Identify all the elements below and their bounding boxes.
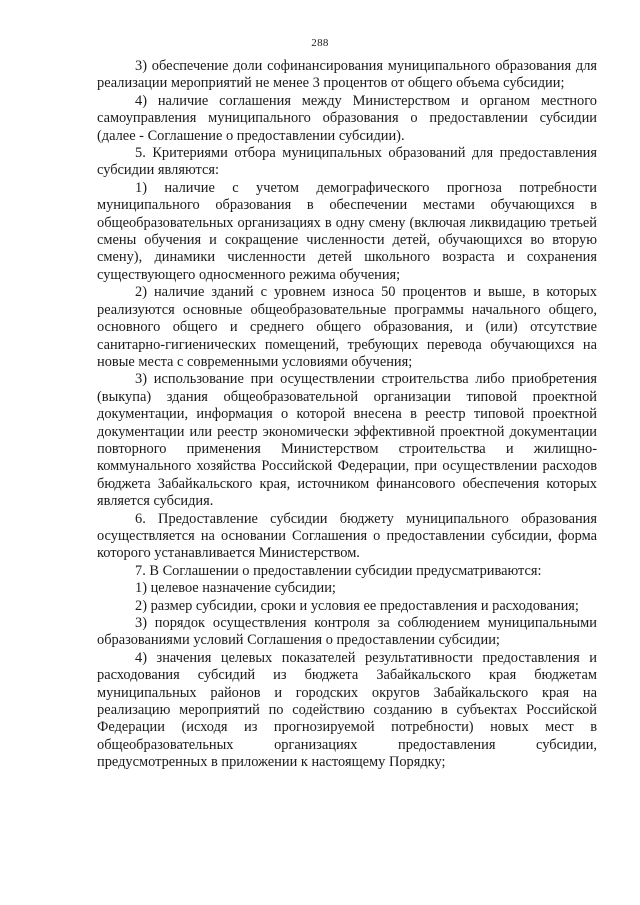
- page-number: 288: [311, 37, 329, 49]
- paragraph-7-agreement-contents: 7. В Соглашении о предоставлении субсидии предусматриваются:: [135, 562, 542, 579]
- paragraph-6-provision: 6. Предоставление субсидии бюджету муниципального образования осуществляется на основании Соглашения о предоставлении субсидии, форма которого устанавливается Министерством.: [97, 510, 597, 562]
- paragraph-5-selection-criteria: 5. Критериями отбора муниципальных образований для предоставления субсидии являются:: [97, 145, 597, 179]
- paragraph-clause-4: 4) значения целевых показателей результативности предоставления и расходования субсидий из бюджета Забайкальского края бюджетам муниципальных районов и городских округов Забайкальского края на реализацию мероприятий по содействию созданию в субъектах Российской Федерации (исходя из прогнозируемой потребности) новых мест в общеобразовательных организациях предоставления субсидии, предусмотренных в приложении к настоящему Порядку;: [97, 649, 597, 771]
- paragraph-item-4-agreement: 4) наличие соглашения между Министерством и органом местного самоуправления муниципального образования о предоставлении субсидии (далее - Соглашение о предоставлении субсидии).: [97, 92, 597, 144]
- paragraph-clause-3: 3) порядок осуществления контроля за соблюдением муниципальными образованиями условий Соглашения о предоставлении субсидии;: [97, 615, 597, 649]
- paragraph-item-3-cofinancing: 3) обеспечение доли софинансирования муниципального образования для реализации мероприятий не менее 3 процентов от общего объема субсидии;: [97, 58, 597, 92]
- paragraph-clause-1: 1) целевое назначение субсидии;: [135, 580, 336, 597]
- document-body: [97, 58, 597, 772]
- paragraph-clause-2: 2) размер субсидии, сроки и условия ее предоставления и расходования;: [135, 597, 579, 614]
- paragraph-criterion-1: 1) наличие с учетом демографического прогноза потребности муниципального образования в обеспечении местами обучающихся в общеобразовательных организациях в одну смену (включая ликвидацию третьей смены обучения и сокращение численности детей, обучающихся во вторую смену), динамики численности детей школьного возраста и сохранения существующего односменного режима обучения;: [97, 179, 597, 283]
- paragraph-criterion-3: 3) использование при осуществлении строительства либо приобретения (выкупа) здания общеобразовательной организации типовой проектной документации, информация о которой внесена в реестр типовой проектной документации или реестр экономически эффективной проектной документации повторного применения Министерством строительства и жилищно-коммунального хозяйства Российской Федерации, при осуществлении расходов бюджета Забайкальского края, источником финансового обеспечения которых является субсидия.: [97, 371, 597, 510]
- paragraph-criterion-2: 2) наличие зданий с уровнем износа 50 процентов и выше, в которых реализуются основные общеобразовательные программы начального общего, основного общего и среднего общего образования, и (или) отсутствие санитарно-гигиенических помещений, требующих перевода обучающихся на новые места с современными условиями обучения;: [97, 284, 597, 370]
